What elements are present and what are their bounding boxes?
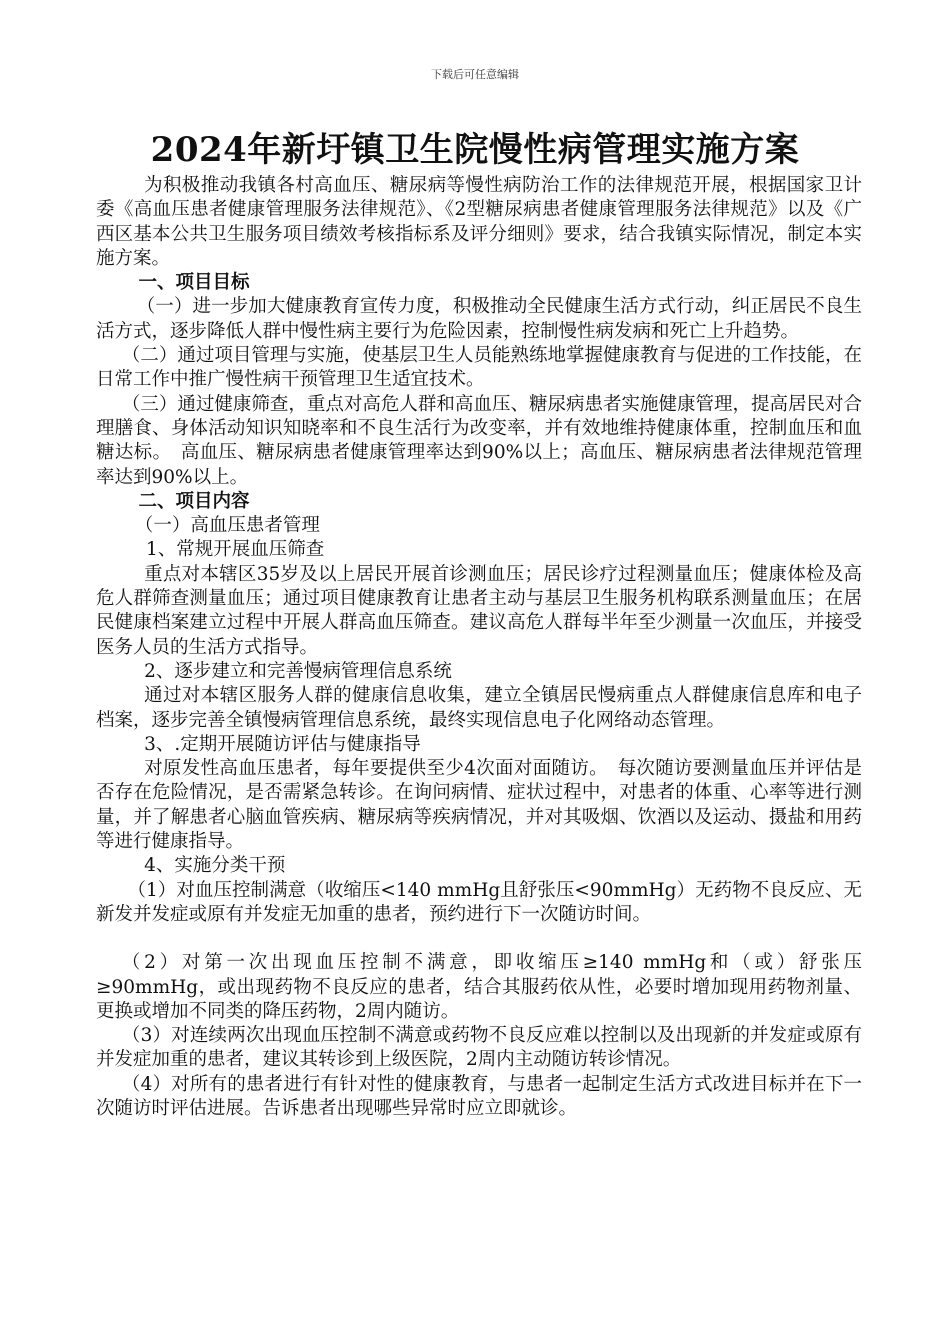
goal-item-2: （二）通过项目管理与实施，使基层卫生人员能熟练地掌握健康教育与促进的工作技能，在日常工作中推广慢性病干预管理卫生适宜技术。 [96, 345, 862, 391]
section-heading-content: 二、项目内容 [138, 490, 250, 512]
point-2-title: 2、逐步建立和完善慢病管理信息系统 [144, 660, 452, 682]
intervention-item-3: （3）对连续两次出现血压控制不满意或药物不良反应难以控制以及出现新的并发症或原有并发症加重的患者，建议其转诊到上级医院，2周内主动随访转诊情况。 [96, 1025, 862, 1071]
goal-item-3: （三）通过健康筛查，重点对高危人群和高血压、糖尿病患者实施健康管理，提高居民对合理膳食、身体活动知识知晓率和不良生活行为改变率，并有效地维持健康体重，控制血压和血糖达标。 高血压、糖尿病患者健康管理率达到90%以上；高血压、糖尿病患者法律规范管理率达到90%以上。 [96, 393, 862, 488]
intro-paragraph: 为积极推动我镇各村高血压、糖尿病等慢性病防治工作的法律规范开展，根据国家卫计委《高血压患者健康管理服务法律规范》、《2型糖尿病患者健康管理服务法律规范》以及《广西区基本公共卫生服务项目绩效考核指标系及评分细则》要求，结合我镇实际情况，制定本实施方案。 [96, 175, 862, 269]
intervention-item-4: （4）对所有的患者进行有针对性的健康教育，与患者一起制定生活方式改进目标并在下一次随访时评估进展。告诉患者出现哪些异常时应立即就诊。 [96, 1073, 862, 1119]
point-2-text: 通过对本辖区服务人群的健康信息收集，建立全镇居民慢病重点人群健康信息库和电子档案，逐步完善全镇慢病管理信息系统，最终实现信息电子化网络动态管理。 [96, 685, 862, 731]
point-3-title: 3、.定期开展随访评估与健康指导 [144, 733, 421, 755]
blank-line [96, 927, 862, 951]
document-body [96, 174, 862, 1121]
section-heading-goals: 一、项目目标 [138, 272, 250, 294]
goal-item-1: （一）进一步加大健康教育宣传力度，积极推动全民健康生活方式行动，纠正居民不良生活方式，逐步降低人群中慢性病主要行为危险因素，控制慢性病发病和死亡上升趋势。 [96, 296, 862, 342]
point-4-title: 4、实施分类干预 [144, 855, 286, 877]
intervention-item-2: （2）对第一次出现血压控制不满意，即收缩压≥140 mmHg和（或）舒张压≥90mmHg，或出现药物不良反应的患者，结合其服药依从性，必要时增加现用药物剂量、更换或增加不同类的降压药物，2周内随访。 [96, 952, 862, 1022]
point-1-text: 重点对本辖区35岁及以上居民开展首诊测血压；居民诊疗过程测量血压；健康体检及高危人群筛查测量血压；通过项目健康教育让患者主动与基层卫生服务机构联系测量血压；在居民健康档案建立过程中开展人群高血压筛查。建议高危人群每半年至少测量一次血压，并接受医务人员的生活方式指导。 [96, 563, 862, 658]
page-header: 下载后可任意编辑 [431, 68, 519, 81]
subsection-heading-hypertension: （一）高血压患者管理 [134, 515, 320, 537]
document-title: 2024年新圩镇卫生院慢性病管理实施方案 [150, 130, 800, 170]
intervention-item-1: （1）对血压控制满意（收缩压<140 mmHg且舒张压<90mmHg）无药物不良反应、无新发并发症或原有并发症无加重的患者，预约进行下一次随访时间。 [96, 879, 862, 925]
point-3-text: 对原发性高血压患者，每年要提供至少4次面对面随访。 每次随访要测量血压并评估是否存在危险情况，是否需紧急转诊。在询问病情、症状过程中，对患者的体重、心率等进行测量，并了解患者心脑血管疾病、糖尿病等疾病情况，并对其吸烟、饮酒以及运动、摄盐和用药等进行健康指导。 [96, 758, 862, 853]
point-1-title: 1、常规开展血压筛查 [145, 539, 325, 561]
